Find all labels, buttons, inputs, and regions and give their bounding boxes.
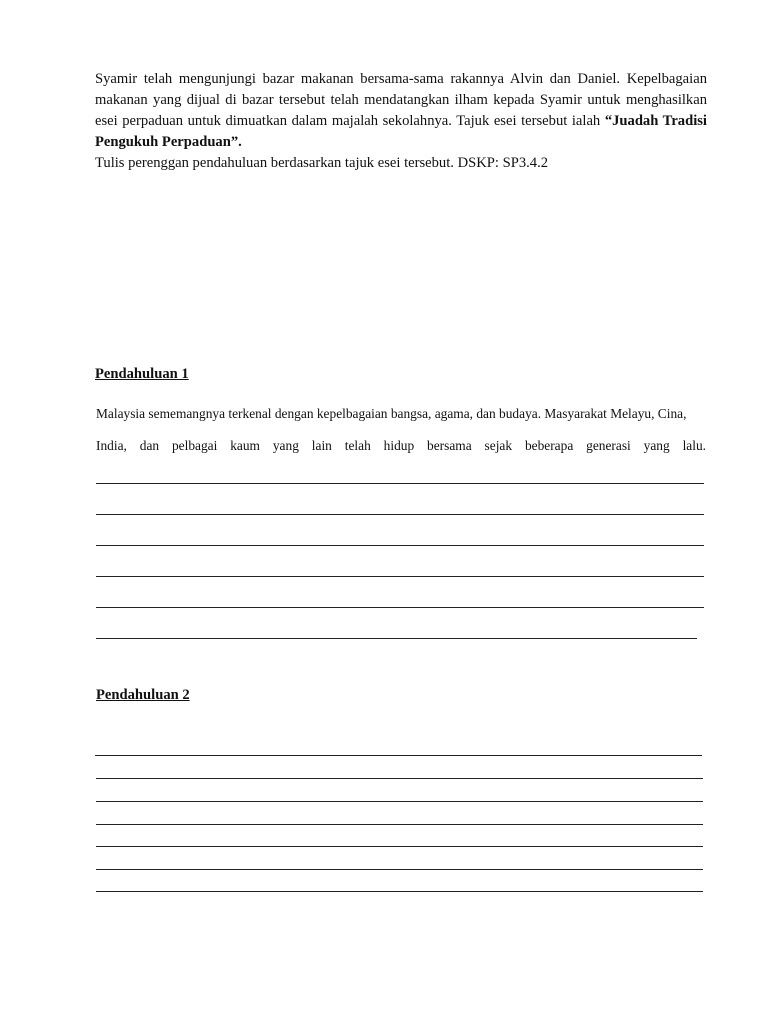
writing-line: [95, 755, 702, 756]
sample-answer-line-1: Malaysia sememangnya terkenal dengan kepelbagaian bangsa, agama, dan budaya. Masyarakat Melayu, Cina,: [96, 406, 687, 421]
writing-line: [96, 891, 703, 892]
section-heading-pendahuluan-1: Pendahuluan 1: [95, 366, 189, 382]
writing-line: [96, 514, 704, 515]
question-block: [95, 69, 707, 174]
writing-line: [96, 869, 703, 870]
writing-line: [96, 545, 704, 546]
question-paragraph: [95, 69, 707, 153]
writing-line: [96, 801, 703, 802]
instruction-text: Tulis perenggan pendahuluan berdasarkan tajuk esei tersebut. DSKP: SP3.4.2: [95, 155, 549, 171]
essay-title: “Juadah Tradisi Pengukuh Perpaduan”.: [95, 113, 707, 150]
writing-line: [96, 824, 703, 825]
writing-line: [96, 638, 697, 639]
section-heading-pendahuluan-2: Pendahuluan 2: [96, 687, 190, 703]
writing-line: [96, 483, 704, 484]
writing-line: [96, 846, 703, 847]
writing-line: [96, 607, 704, 608]
writing-line: [96, 576, 704, 577]
sample-answer-line-2: India, dan pelbagai kaum yang lain telah hidup bersama sejak beberapa generasi yang lalu.: [96, 438, 706, 453]
question-text: Syamir telah mengunjungi bazar makanan bersama-sama rakannya Alvin dan Daniel. Kepelbagaian makanan yang dijual di bazar tersebut telah mendatangkan ilham kepada Syamir untuk menghasilkan esei perpaduan untuk dimuatkan dalam majalah sekolahnya. Tajuk esei tersebut ialah: [95, 71, 707, 129]
writing-line: [96, 778, 703, 779]
